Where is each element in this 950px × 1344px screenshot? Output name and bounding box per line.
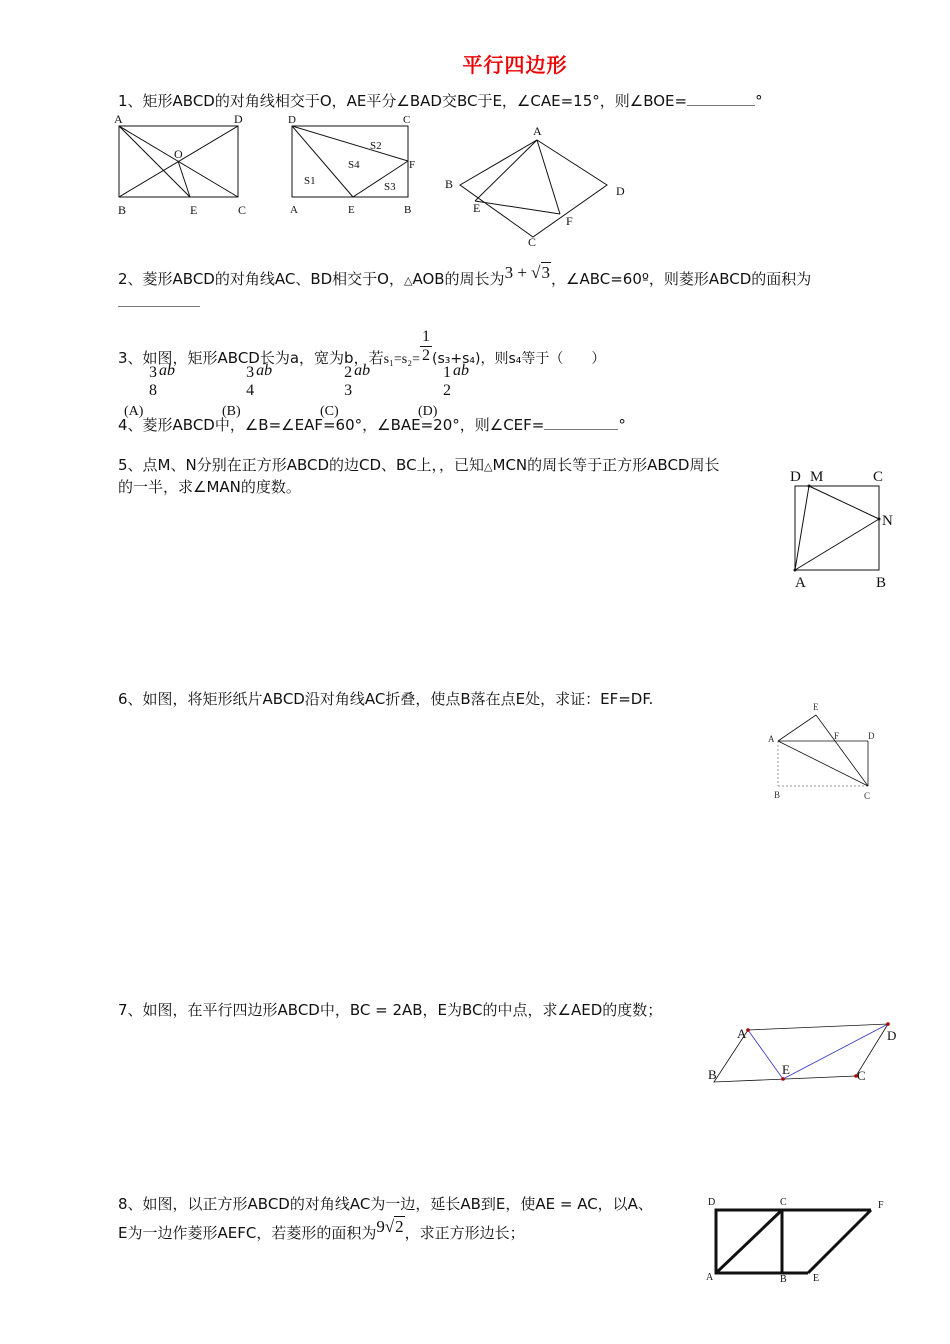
question-1-text: 1、矩形ABCD的对角线相交于O，AE平分∠BAD交BC于E，∠CAE=15°，则∠BOE=	[118, 92, 688, 110]
answer-blank[interactable]	[118, 306, 200, 307]
label-B: B	[876, 575, 887, 591]
label-E: E	[782, 1062, 790, 1077]
figure-q3-rectangle	[282, 112, 427, 222]
figure-q6-fold	[764, 698, 884, 806]
label-C: C	[780, 1197, 787, 1208]
figure-q8-square-rhombus	[700, 1190, 900, 1290]
question-2-text-b: AOB的周长为	[412, 270, 505, 288]
label-D: D	[234, 112, 243, 126]
figure-q4-rhombus	[440, 122, 640, 252]
label-B: B	[118, 203, 127, 217]
label-F: F	[834, 731, 840, 741]
label-S1: S1	[304, 175, 316, 187]
perimeter-radicand: 3	[541, 263, 550, 282]
question-8-line2: E为一边作菱形AEFC，若菱形的面积为9√2，求正方形边长；	[118, 1217, 525, 1242]
question-6: 6、如图，将矩形纸片ABCD沿对角线AC折叠，使点B落在点E处，求证：EF=DF.	[118, 690, 654, 708]
label-F: F	[409, 159, 416, 171]
question-2: 2、菱形ABCD的对角线AC、BD相交于O，△AOB的周长为3 + √3，∠ABC=60º，则菱形ABCD的面积为	[118, 263, 812, 288]
figure-q1-rectangle	[112, 112, 252, 222]
label-C: C	[403, 114, 411, 126]
answer-blank[interactable]	[544, 429, 618, 430]
question-1	[118, 90, 763, 112]
fraction-denominator: 2	[422, 347, 431, 364]
question-4-text: 4、菱形ABCD中，∠B=∠EAF=60°，∠BAE=20°，则∠CEF=	[118, 416, 545, 434]
label-B: B	[774, 790, 781, 800]
option-d[interactable]: (D) 1 2 ab	[418, 362, 469, 420]
label-D: D	[868, 731, 875, 741]
label-O: O	[174, 147, 183, 161]
question-5-line2: 的一半，求∠MAN的度数。	[118, 478, 301, 496]
label-D: D	[616, 184, 625, 198]
label-B: B	[445, 177, 454, 191]
label-C: C	[238, 203, 247, 217]
question-8-line1: 8、如图，以正方形ABCD的对角线AC为一边，延长AB到E，使AE = AC，以A、	[118, 1195, 653, 1213]
question-3-text: 3、如图，矩形ABCD长为a，宽为b，若	[118, 349, 384, 367]
label-B: B	[780, 1274, 787, 1285]
label-D: D	[887, 1028, 897, 1043]
label-B: B	[708, 1067, 717, 1082]
label-C: C	[864, 791, 871, 801]
question-7: 7、如图，在平行四边形ABCD中，BC = 2AB，E为BC的中点，求∠AED的度数；	[118, 1001, 663, 1019]
page-title: 平行四边形	[462, 53, 568, 77]
fraction-numerator: 1	[422, 328, 431, 345]
label-A: A	[290, 204, 298, 216]
degree-sign: °	[755, 92, 763, 110]
label-D: D	[288, 114, 296, 126]
label-S3: S3	[384, 181, 396, 193]
question-5-line1: 5、点M、N分别在正方形ABCD的边CD、BC上，，已知△MCN的周长等于正方形ABCD周长	[118, 456, 720, 474]
option-c[interactable]: (C) 2 3 ab	[320, 362, 371, 420]
label-B: B	[404, 204, 412, 216]
label-D: D	[790, 469, 801, 485]
label-E: E	[813, 702, 819, 712]
s-relation-2: (s₃+s₄)，则s₄等于（ ）	[432, 351, 606, 367]
figure-q7-parallelogram	[704, 1016, 904, 1092]
label-C: C	[857, 1068, 866, 1083]
label-F: F	[566, 214, 573, 228]
label-A: A	[737, 1026, 747, 1041]
label-E: E	[473, 201, 481, 215]
label-M: M	[810, 469, 824, 485]
label-A: A	[706, 1272, 714, 1283]
option-b[interactable]: (B) 3 4 ab	[222, 362, 273, 420]
label-S2: S2	[370, 140, 382, 152]
label-D: D	[708, 1197, 716, 1208]
label-A: A	[114, 112, 123, 126]
question-2-text-c: ，∠ABC=60º，则菱形ABCD的面积为	[551, 270, 812, 288]
label-F: F	[878, 1200, 884, 1211]
label-E: E	[348, 204, 355, 216]
degree-sign: °	[618, 416, 626, 434]
label-E: E	[190, 203, 198, 217]
label-A: A	[795, 575, 806, 591]
area-coefficient: 9	[376, 1217, 385, 1236]
label-N: N	[882, 513, 893, 529]
question-4	[118, 414, 626, 436]
perimeter-value: 3 +	[504, 263, 532, 282]
label-C: C	[528, 235, 537, 249]
label-A: A	[768, 734, 775, 744]
option-a[interactable]: (A) 3 8 ab	[124, 362, 175, 420]
triangle-symbol: △	[403, 274, 413, 287]
label-C: C	[873, 469, 884, 485]
answer-blank[interactable]	[687, 105, 755, 106]
question-2-text: 2、菱形ABCD的对角线AC、BD相交于O，	[118, 270, 404, 288]
figure-q5-square	[786, 464, 906, 594]
s-relation: s₁=s₂=	[383, 352, 421, 367]
triangle-symbol: △	[484, 460, 493, 473]
area-radicand: 2	[395, 1217, 404, 1236]
label-E: E	[813, 1273, 820, 1284]
label-S4: S4	[348, 159, 360, 171]
label-A: A	[533, 124, 542, 138]
